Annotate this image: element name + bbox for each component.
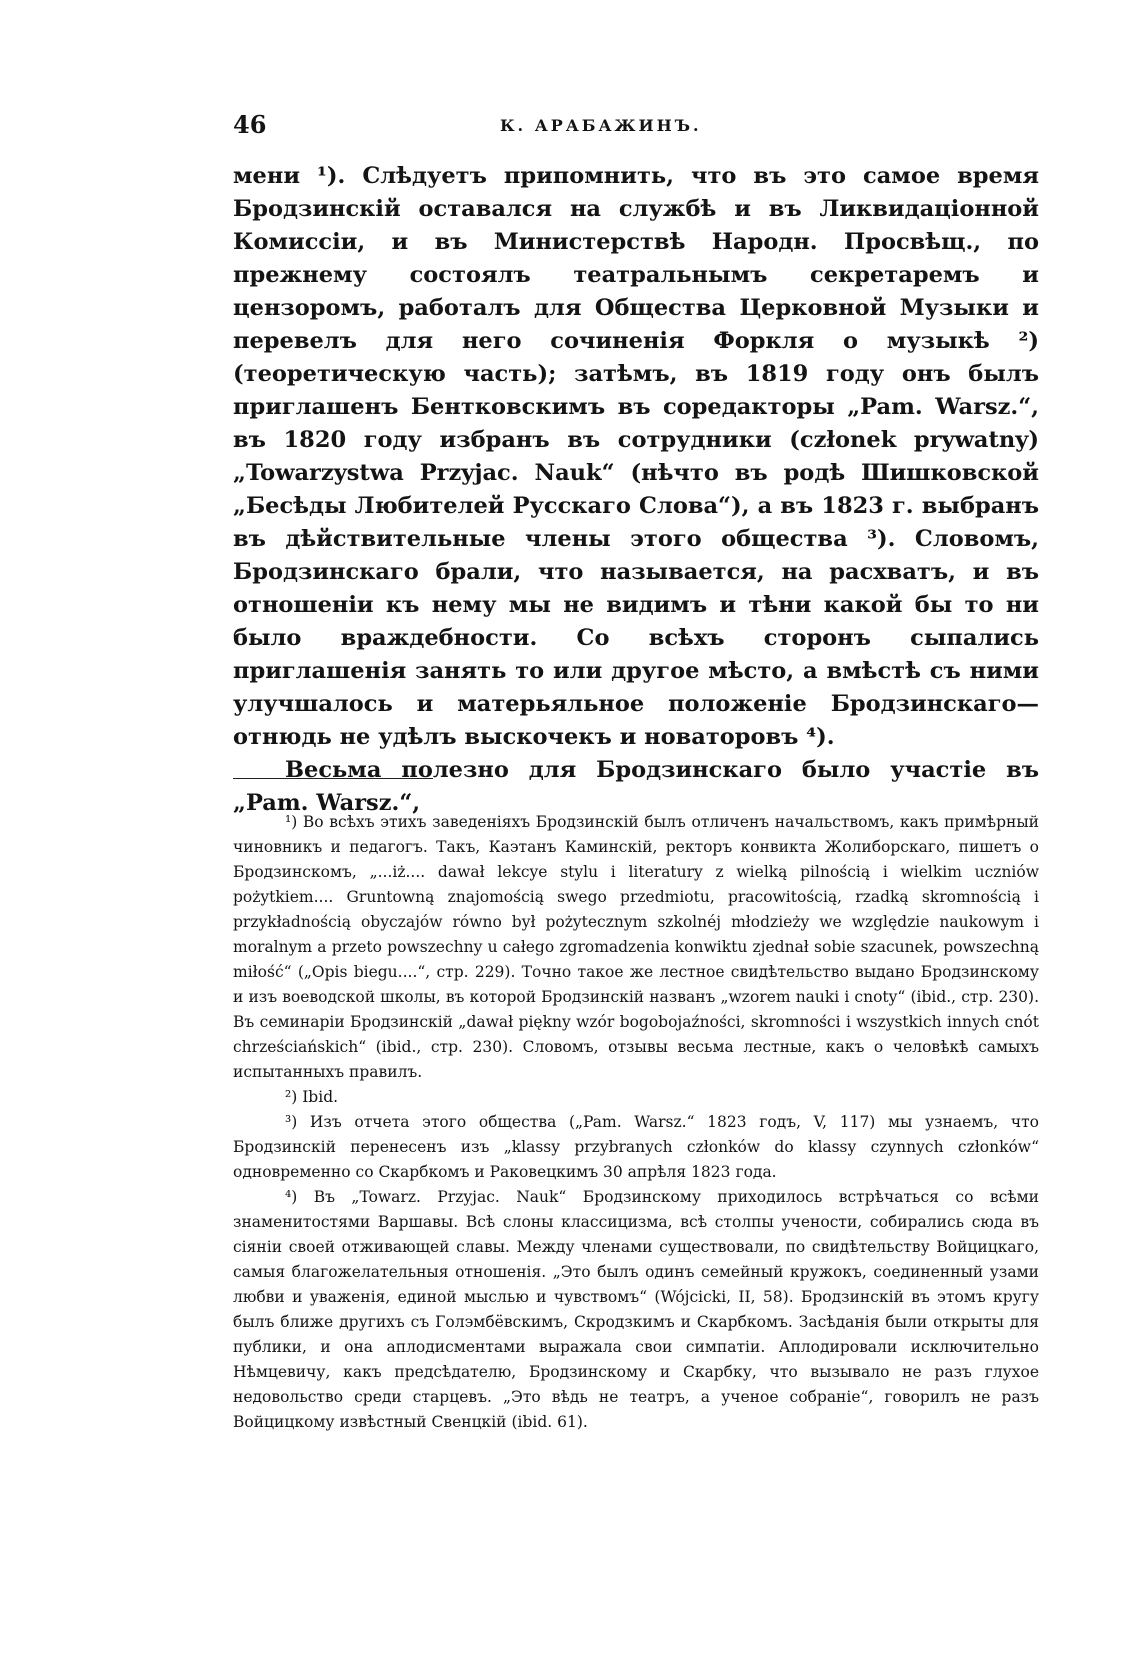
page-number: 46	[233, 110, 267, 139]
footnote-1: ¹) Во всѣхъ этихъ заведеніяхъ Бродзинскій былъ отличенъ начальствомъ, какъ примѣрный чиновникъ и педагогъ. Такъ, Каэтанъ Каминскій, ректоръ конвикта Жолиборскаго, пишетъ о Бродзинскомъ, „...iż.... dawał lekcye stylu i literatury z wielką pilnością i wielkim uczniów pożytkiem.... Gruntowną znajomością swego przedmiotu, pracowitością, rzadką skromnością i przykładnością obyczajów równo był pożytecznym szkolnéj młodzieży we względzie naukowym i moralnym a przeto powszechny u całego zgromadzenia konwiktu zjednał sobie szacunek, powszechną miłość“ („Opis biegu....“, стр. 229). Точно такое же лестное свидѣтельство выдано Бродзинскому и изъ воеводской школы, въ которой Бродзинскій названъ „wzorem nauki i cnoty“ (ibid., стр. 230). Въ семинаріи Бродзинскій „dawał piękny wzór bogobojaźności, skromności i wszystkich innych cnót chrześciańskich“ (ibid., стр. 230). Словомъ, отзывы весьма лестные, какъ о человѣкѣ самыхъ испытанныхъ правилъ.	[233, 813, 1039, 1081]
footnote-2: ²) Ibid.	[285, 1088, 339, 1106]
footnote-4: ⁴) Въ „Towarz. Przyjac. Nauk“ Бродзинскому приходилось встрѣчаться со всѣми знаменитостями Варшавы. Всѣ слоны классицизма, всѣ столпы учености, собирались сюда въ сіяніи своей отживающей славы. Между членами существовали, по свидѣтельству Войцицкаго, самыя благожелательныя отношенія. „Это былъ одинъ семейный кружокъ, соединенный узами любви и уваженія, единой мыслью и чувствомъ“ (Wójcicki, II, 58). Бродзинскій въ этомъ кругу былъ ближе другихъ съ Голэмбёвскимъ, Скродзкимъ и Скарбкомъ. Засѣданія были открыты для публики, и она аплодисментами выражала свои симпатіи. Аплодировали исключительно Нѣмцевичу, какъ предсѣдателю, Бродзинскому и Скарбку, что вызывало не разъ глухое недовольство среди старцевъ. „Это вѣдь не театръ, а ученое собраніе“, говорилъ не разъ Войцицкому извѣстный Свенцкій (ibid. 61).	[233, 1188, 1039, 1431]
running-head: К. АРАБАЖИНЪ.	[500, 116, 702, 135]
footnote-3: ³) Изъ отчета этого общества („Pam. Warsz.“ 1823 годъ, V, 117) мы узнаемъ, что Бродзинскій перенесенъ изъ „klassy przybranych członków do klassy czynnych członków“ одновременно со Скарбкомъ и Раковецкимъ 30 апрѣля 1823 года.	[233, 1113, 1039, 1181]
footnotes	[233, 810, 1039, 1435]
body-paragraph: Весьма полезно для Бродзинскаго было участіе въ „Pam. Warsz.“,	[233, 757, 1039, 816]
body-paragraph: мени ¹). Слѣдуетъ припомнить, что въ это самое время Бродзинскій оставался на службѣ и въ Ликвидаціонной Комиссіи, и въ Министерствѣ Народн. Просвѣщ., по прежнему состоялъ театральнымъ секретаремъ и цензоромъ, работалъ для Общества Церковной Музыки и перевелъ для него сочиненія Форкля о музыкѣ ²) (теоретическую часть); затѣмъ, въ 1819 году онъ былъ приглашенъ Бентковскимъ въ соредакторы „Pam. Warsz.“, въ 1820 году избранъ въ сотрудники (członek prywatny) „Towarzystwa Przyjac. Nauk“ (нѣчто въ родѣ Шишковской „Бесѣды Любителей Русскаго Слова“), а въ 1823 г. выбранъ въ дѣйствительные члены этого общества ³). Словомъ, Бродзинскаго брали, что называется, на расхватъ, и въ отношеніи къ нему мы не видимъ и тѣни какой бы то ни было враждебности. Со всѣхъ сторонъ сыпались приглашенія занять то или другое мѣсто, а вмѣстѣ съ ними улучшалось и матерьяльное положеніе Бродзинскаго—отнюдь не удѣлъ выскочекъ и новаторовъ ⁴).	[233, 163, 1039, 750]
footnote-separator	[233, 778, 433, 779]
main-text	[233, 160, 1039, 820]
